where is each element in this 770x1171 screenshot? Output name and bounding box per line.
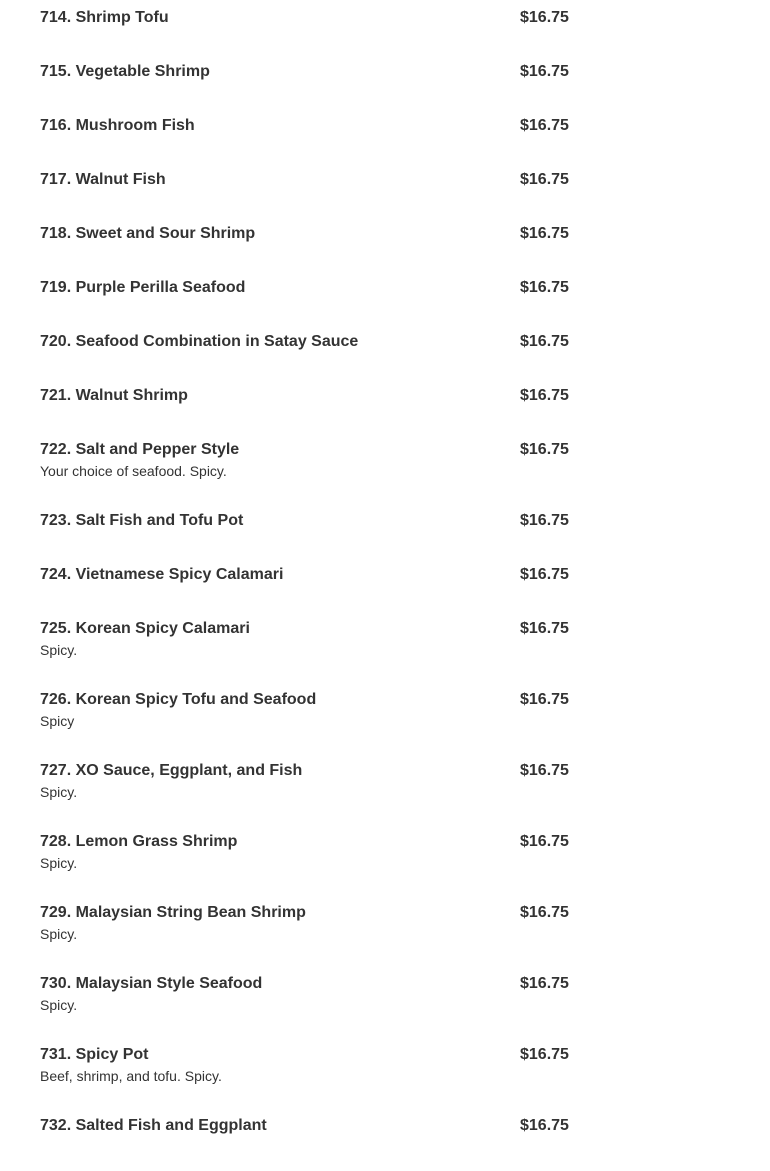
menu-item-title: Malaysian Style Seafood — [75, 975, 263, 992]
menu-item-number: 731. — [40, 1046, 72, 1063]
menu-item-price: $16.75 — [520, 1117, 569, 1134]
menu-item-name — [40, 333, 358, 351]
menu-item-number: 714. — [40, 9, 72, 26]
menu-item-title: Shrimp Tofu — [75, 9, 169, 26]
menu-item-number: 716. — [40, 117, 72, 134]
menu-item-number: 726. — [40, 691, 72, 708]
menu-item-header — [40, 833, 570, 851]
menu-item-price: $16.75 — [520, 512, 569, 529]
menu-item-price: $16.75 — [520, 566, 569, 583]
menu-item-title: XO Sauce, Eggplant, and Fish — [75, 762, 303, 779]
menu-item-title: Seafood Combination in Satay Sauce — [75, 333, 359, 350]
menu-item-header — [40, 333, 570, 351]
menu-item-header — [40, 171, 570, 189]
menu-item[interactable] — [40, 904, 570, 975]
menu-item-price: $16.75 — [520, 975, 569, 992]
menu-item-header — [40, 279, 570, 297]
menu-item-number: 725. — [40, 620, 72, 637]
menu-item-description: Spicy. — [40, 784, 78, 800]
menu-item-price: $16.75 — [520, 279, 569, 296]
menu-item-header — [40, 620, 570, 638]
menu-item-description: Spicy. — [40, 642, 78, 658]
menu-item-name — [40, 620, 250, 638]
menu-item-number: 729. — [40, 904, 72, 921]
menu-item-title: Lemon Grass Shrimp — [75, 833, 238, 850]
menu-item-header — [40, 117, 570, 135]
menu-item-title: Walnut Fish — [75, 171, 166, 188]
menu-item-price: $16.75 — [520, 1046, 569, 1063]
menu-item-title: Salt and Pepper Style — [75, 441, 240, 458]
menu-item-name — [40, 833, 237, 851]
menu-item[interactable] — [40, 833, 570, 904]
menu-item-name — [40, 975, 262, 993]
menu-item-title: Mushroom Fish — [75, 117, 195, 134]
menu-item-header — [40, 387, 570, 405]
menu-item-name — [40, 279, 245, 297]
menu-item-name — [40, 566, 283, 584]
menu-item-header — [40, 441, 570, 459]
menu-item-price: $16.75 — [520, 171, 569, 188]
menu-item-number: 715. — [40, 63, 72, 80]
menu-item-number: 722. — [40, 441, 72, 458]
menu-item[interactable] — [40, 171, 570, 225]
menu-item-name — [40, 762, 302, 780]
menu-item[interactable] — [40, 566, 570, 620]
menu-item-name — [40, 225, 255, 243]
menu-item[interactable] — [40, 975, 570, 1046]
menu-item-price: $16.75 — [520, 333, 569, 350]
menu-item-header — [40, 566, 570, 584]
menu-item-price: $16.75 — [520, 63, 569, 80]
menu-item-number: 727. — [40, 762, 72, 779]
menu-item[interactable] — [40, 9, 570, 63]
menu-item-number: 730. — [40, 975, 72, 992]
menu-item[interactable] — [40, 117, 570, 171]
menu-item-price: $16.75 — [520, 762, 569, 779]
menu-item-description: Spicy. — [40, 855, 78, 871]
menu-item-name — [40, 387, 188, 405]
menu-item-name — [40, 512, 243, 530]
menu-item[interactable] — [40, 63, 570, 117]
menu-item-title: Walnut Shrimp — [75, 387, 188, 404]
menu-item-header — [40, 225, 570, 243]
menu-item-title: Spicy Pot — [75, 1046, 149, 1063]
menu-item-price: $16.75 — [520, 620, 569, 637]
menu-item-title: Vegetable Shrimp — [75, 63, 210, 80]
menu-item-number: 718. — [40, 225, 72, 242]
menu-item-price: $16.75 — [520, 117, 569, 134]
menu-item-number: 719. — [40, 279, 72, 296]
menu-item[interactable] — [40, 691, 570, 762]
menu-item-name — [40, 441, 239, 459]
menu-item-name — [40, 117, 195, 135]
menu-item-header — [40, 1046, 570, 1064]
menu-item-name — [40, 1117, 267, 1135]
menu-item-number: 724. — [40, 566, 72, 583]
menu-item-header — [40, 512, 570, 530]
menu-item-description: Spicy — [40, 713, 75, 729]
menu-item-header — [40, 1117, 570, 1135]
menu-item-name — [40, 691, 316, 709]
menu-item-name — [40, 904, 306, 922]
menu-item[interactable] — [40, 333, 570, 387]
menu-item-price: $16.75 — [520, 441, 569, 458]
menu-item-title: Salt Fish and Tofu Pot — [75, 512, 244, 529]
menu-item-header — [40, 762, 570, 780]
menu-item[interactable] — [40, 1117, 570, 1171]
menu-item[interactable] — [40, 225, 570, 279]
menu-item[interactable] — [40, 441, 570, 512]
menu-item-header — [40, 63, 570, 81]
menu-item[interactable] — [40, 512, 570, 566]
menu-item-title: Sweet and Sour Shrimp — [75, 225, 256, 242]
menu-item[interactable] — [40, 1046, 570, 1117]
menu-item-number: 723. — [40, 512, 72, 529]
menu-item-header — [40, 9, 570, 27]
menu-item-title: Vietnamese Spicy Calamari — [75, 566, 284, 583]
menu-item-title: Korean Spicy Calamari — [75, 620, 250, 637]
menu-item-description: Your choice of seafood. Spicy. — [40, 463, 227, 479]
menu-item-title: Purple Perilla Seafood — [75, 279, 246, 296]
menu-item[interactable] — [40, 387, 570, 441]
menu-item-price: $16.75 — [520, 225, 569, 242]
menu-item-title: Malaysian String Bean Shrimp — [75, 904, 306, 921]
menu-item-title: Salted Fish and Eggplant — [75, 1117, 267, 1134]
menu-item-name — [40, 63, 210, 81]
menu-item-price: $16.75 — [520, 833, 569, 850]
menu-item-number: 721. — [40, 387, 72, 404]
menu-item-name — [40, 1046, 149, 1064]
menu-item-list — [40, 9, 570, 1171]
menu-item-description: Spicy. — [40, 926, 78, 942]
menu-item-header — [40, 975, 570, 993]
menu-item[interactable] — [40, 620, 570, 691]
menu-item-description: Beef, shrimp, and tofu. Spicy. — [40, 1068, 222, 1084]
menu-item-number: 728. — [40, 833, 72, 850]
menu-item-description: Spicy. — [40, 997, 78, 1013]
menu-item-price: $16.75 — [520, 387, 569, 404]
menu-item-number: 717. — [40, 171, 72, 188]
menu-item-header — [40, 691, 570, 709]
menu-item-header — [40, 904, 570, 922]
menu-item-name — [40, 171, 166, 189]
menu-item-title: Korean Spicy Tofu and Seafood — [75, 691, 317, 708]
menu-item-number: 720. — [40, 333, 72, 350]
menu-item-price: $16.75 — [520, 9, 569, 26]
menu-item-name — [40, 9, 169, 27]
menu-item-price: $16.75 — [520, 691, 569, 708]
menu-item-number: 732. — [40, 1117, 72, 1134]
menu-item-price: $16.75 — [520, 904, 569, 921]
menu-item[interactable] — [40, 762, 570, 833]
menu-item[interactable] — [40, 279, 570, 333]
